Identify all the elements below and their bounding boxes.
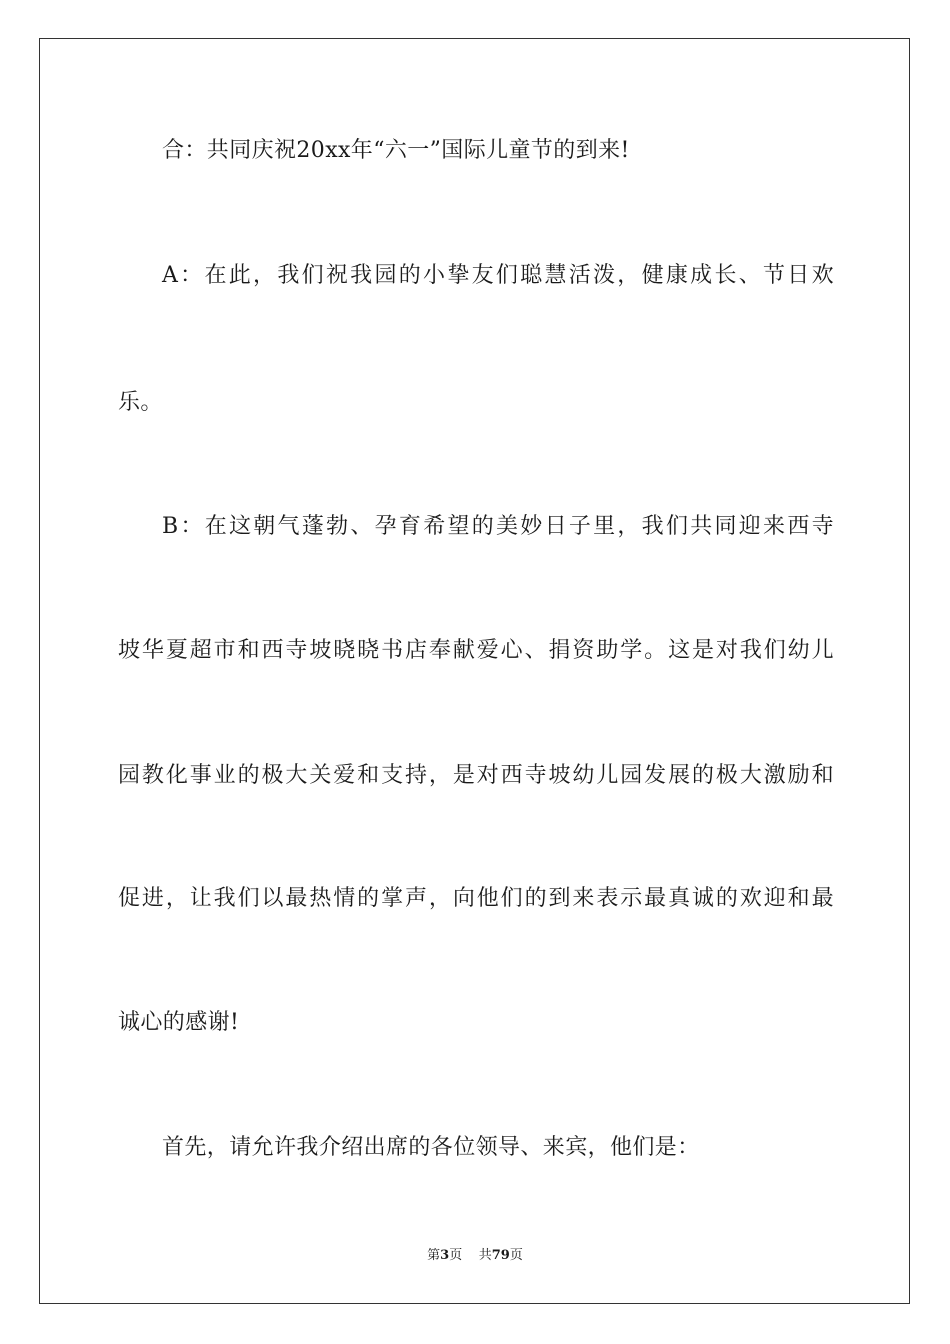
footer-total-number: 79 [491,1248,510,1263]
text-line-3: 乐。 [118,390,163,415]
text-line-1: 合：共同庆祝20xx年“六一”国际儿童节的到来! [162,138,630,163]
footer-page-number: 3 [440,1248,450,1263]
text-line-2: A：在此，我们祝我园的小挚友们聪慧活泼，健康成长、节日欢 [162,263,834,288]
footer-page-suffix: 页 [449,1248,463,1263]
footer-total-prefix: 共 [478,1248,492,1263]
page-border [39,38,910,1304]
text-line-7: 促进，让我们以最热情的掌声，向他们的到来表示最真诚的欢迎和最 [118,886,834,911]
footer-page-prefix: 第 [427,1248,441,1263]
text-line-9: 首先，请允许我介绍出席的各位领导、来宾，他们是： [162,1135,700,1160]
footer-total-suffix: 页 [509,1248,523,1263]
text-line-5: 坡华夏超市和西寺坡晓晓书店奉献爱心、捐资助学。这是对我们幼儿 [118,638,834,663]
text-line-6: 园教化事业的极大关爱和支持，是对西寺坡幼儿园发展的极大激励和 [118,763,834,788]
text-line-8: 诚心的感谢! [118,1010,240,1035]
page-footer [0,1247,950,1265]
text-line-4: B：在这朝气蓬勃、孕育希望的美妙日子里，我们共同迎来西寺 [162,514,834,539]
